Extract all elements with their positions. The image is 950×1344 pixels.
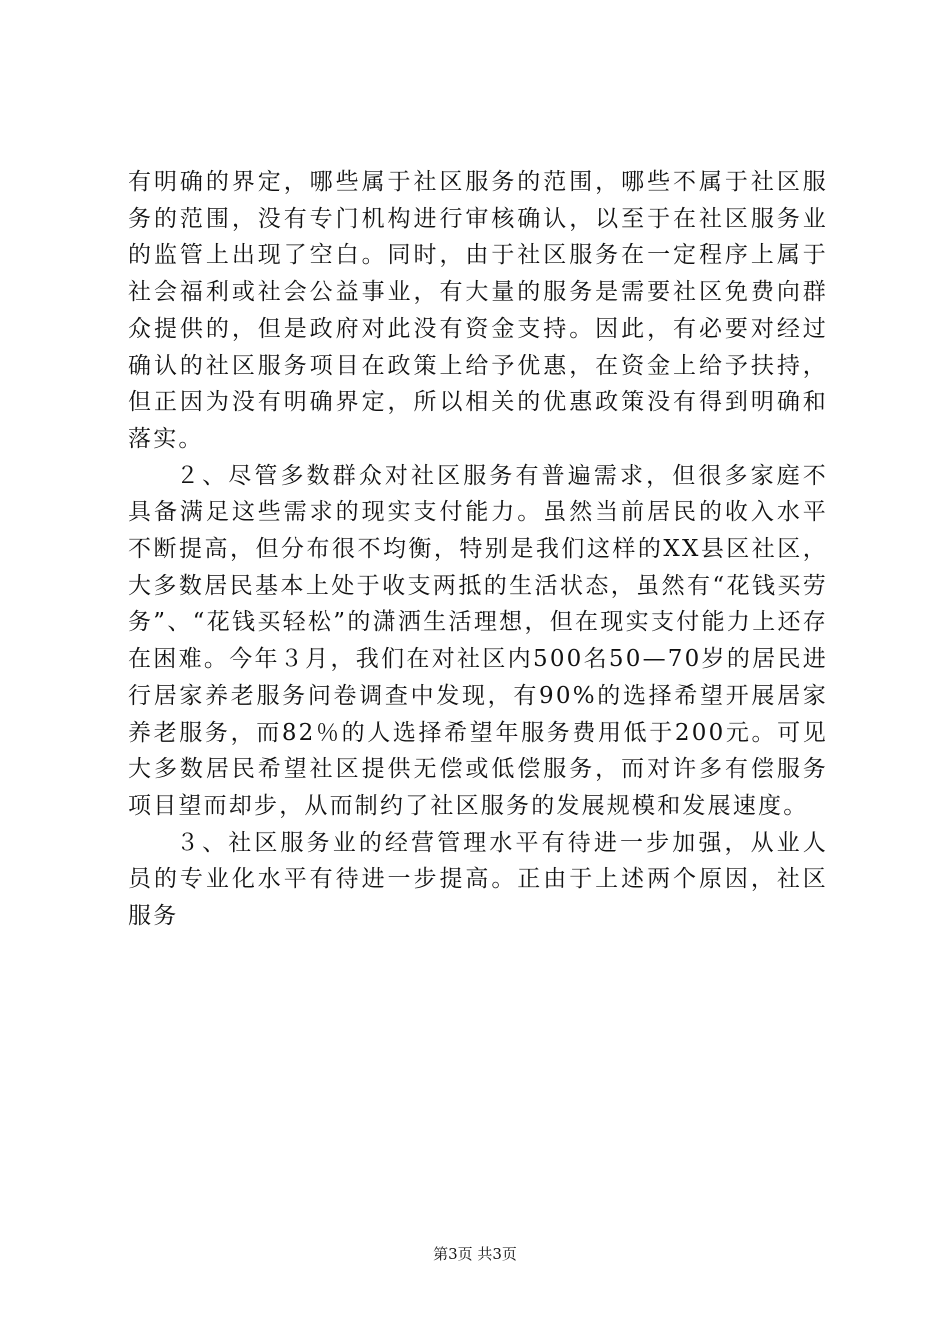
- paragraph-item-3: ３、社区服务业的经营管理水平有待进一步加强，从业人员的专业化水平有待进一步提高。正由于上述两个原因，社区服务: [128, 829, 828, 930]
- page-footer: 第3页 共3页: [433, 1245, 517, 1263]
- paragraph-continuation: 有明确的界定，哪些属于社区服务的范围，哪些不属于社区服务的范围，没有专门机构进行审核确认，以至于在社区服务业的监管上出现了空白。同时，由于社区服务在一定程序上属于社会福利或社会公益事业，有大量的服务是需要社区免费向群众提供的，但是政府对此没有资金支持。因此，有必要对经过确认的社区服务项目在政策上给予优惠，在资金上给予扶持，但正因为没有明确界定，所以相关的优惠政策没有得到明确和落实。: [128, 169, 828, 452]
- paragraph-item-2: ２、尽管多数群众对社区服务有普遍需求，但很多家庭不具备满足这些需求的现实支付能力。虽然当前居民的收入水平不断提高，但分布很不均衡，特别是我们这样的XX县区社区，大多数居民基本上处于收支两抵的生活状态，虽然有“花钱买劳务”、“花钱买轻松”的潇洒生活理想，但在现实支付能力上还存在困难。今年３月，我们在对社区内500名50—70岁的居民进行居家养老服务问卷调查中发现，有90%的选择希望开展居家养老服务，而82％的人选择希望年服务费用低于200元。可见大多数居民希望社区提供无偿或低偿服务，而对许多有偿服务项目望而却步，从而制约了社区服务的发展规模和发展速度。: [128, 462, 828, 819]
- document-body: [128, 164, 828, 935]
